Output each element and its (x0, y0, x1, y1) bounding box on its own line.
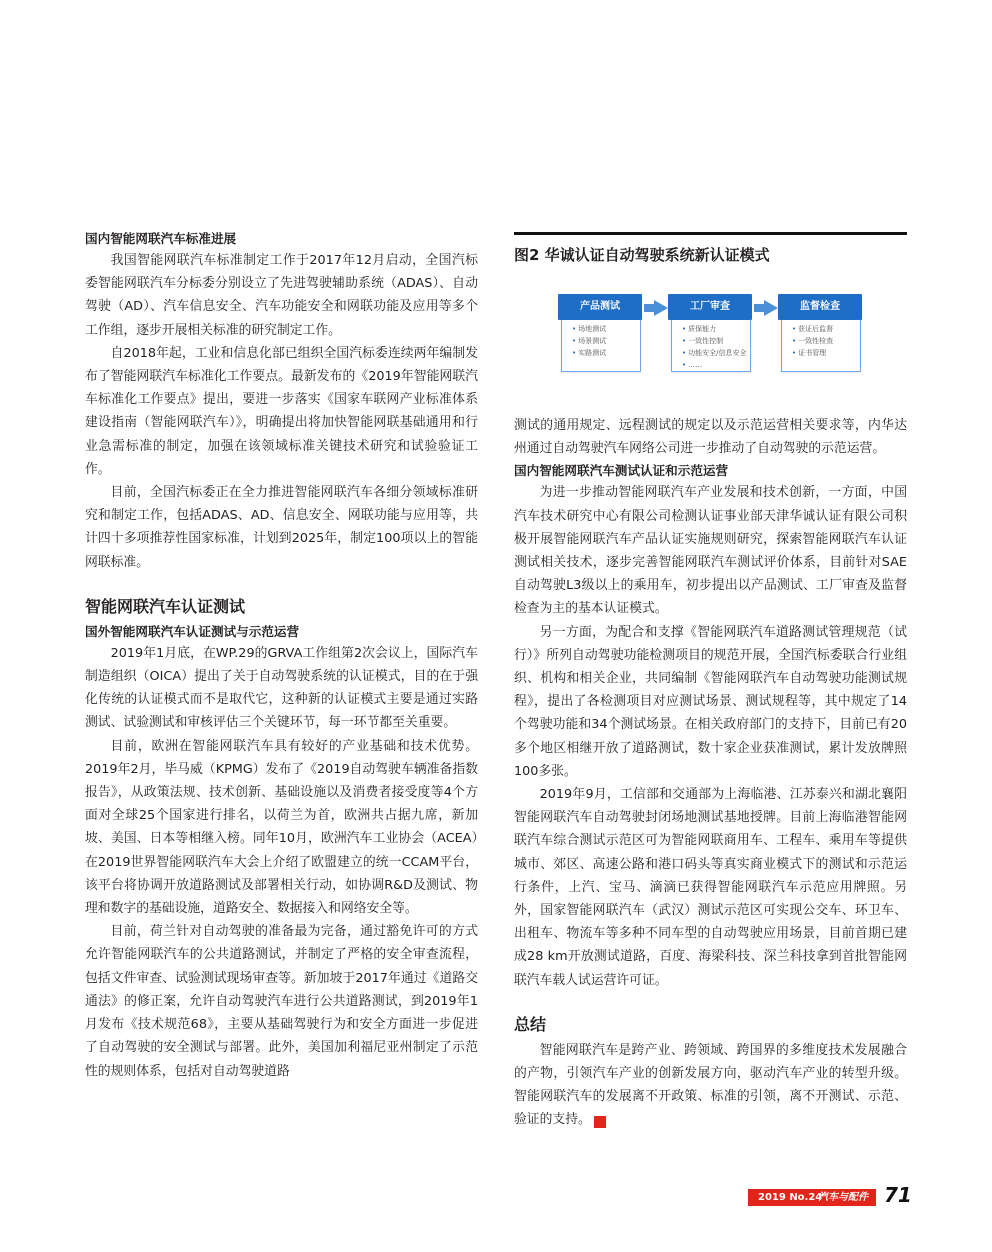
section-heading-summary: 总结 (514, 1014, 547, 1034)
stage-header: 工厂审查 (668, 294, 752, 320)
subheading-domestic-testing: 国内智能网联汽车测试认证和示范运营 (514, 463, 729, 479)
subheading-foreign-testing: 国外智能网联汽车认证测试与示范运营 (85, 623, 300, 639)
stage-items-box (671, 316, 751, 372)
figure-title: 图2 华诚认证自动驾驶系统新认证模式 (514, 246, 770, 264)
figure-2 (514, 232, 907, 369)
stage-product-testing (558, 294, 642, 357)
certification-flow-diagram (558, 294, 876, 412)
paragraph: 我国智能网联汽车标准制定工作于2017年12月启动，全国汽标委智能网联汽车分标委分别设立了先进驾驶辅助系统（ADAS）、自动驾驶（AD）、汽车信息安全、汽车功能安全和网联功能及应用等多个工作组，逐步开展相关标准的研究制定工作。 (85, 253, 478, 338)
stage-header: 监督检查 (778, 294, 862, 320)
stage-item: • 一致性控制 (682, 335, 750, 347)
paragraph: 为进一步推动智能网联汽车产业发展和技术创新，一方面，中国汽车技术研究中心有限公司检测认证事业部天津华诚认证有限公司积极开展智能网联汽车产品认证实施规则研究，探索智能网联汽车认证测试相关技术，逐步完善智能网联汽车测试评价体系，目前针对SAE自动驾驶L3级以上的乘用车，初步提出以产品测试、工厂审查及监督检查为主的基本认证模式。 (514, 485, 907, 617)
stage-items-box (561, 316, 641, 372)
right-column (514, 414, 907, 1132)
subheading-domestic-standards: 国内智能网联汽车标准进展 (85, 231, 237, 246)
paragraph: 目前，全国汽标委正在全力推进智能网联汽车各细分领域标准研究和制定工作，包括ADAS、AD、信息安全、网联功能与应用等，共计四十多项推荐性国家标准，计划到2025年，制定100项以上的智能网联标准。 (85, 485, 478, 570)
magazine-name: 汽车与配件 (818, 1192, 868, 1203)
stage-item: • 获证后监督 (792, 323, 860, 335)
issue-label: 2019 No.24 (758, 1192, 823, 1203)
paragraph: 自2018年起，工业和信息化部已组织全国汽标委连续两年编制发布了智能网联汽车标准化工作要点。最新发布的《2019年智能网联汽车标准化工作要点》提出，要进一步落实《国家车联网产业标准体系建设指南（智能网联汽车）》，明确提出将加快智能网联基础通用和行业急需标准的制定，加强在该领域标准关键技术研究和试验验证工作。 (85, 345, 478, 477)
paragraph: 目前，荷兰针对自动驾驶的准备最为完备，通过豁免许可的方式允许智能网联汽车的公共道路测试，并制定了严格的安全审查流程，包括文件审查、试验测试现场审查等。新加坡于2017年通过《道路交通法》的修正案，允许自动驾驶汽车进行公共道路测试，到2019年1月发布《技术规范68》，主要从基础驾驶行为和安全方面进一步促进了自动驾驶的安全测试与部署。此外，美国加利福尼亚州制定了示范性的规则体系，包括对自动驾驶道路 (85, 924, 478, 1079)
summary-text: 智能网联汽车是跨产业、跨领域、跨国界的多维度技术发展融合的产物，引领汽车产业的创新发展方向，驱动汽车产业的转型升级。智能网联汽车的发展离不开政策、标准的引领，离不开测试、示范、验证的支持。 (514, 1042, 907, 1128)
end-mark-icon: A (594, 1116, 606, 1128)
footer-badge (748, 1189, 876, 1206)
paragraph-continued: 测试的通用规定、远程测试的规定以及示范运营相关要求等，内华达州通过自动驾驶汽车网络公司进一步推动了自动驾驶的示范运营。 (514, 418, 907, 457)
flow-arrow-icon (764, 300, 778, 316)
flow-arrow-icon (654, 300, 668, 316)
stage-item: • 证书管理 (792, 347, 860, 359)
left-column (85, 228, 478, 1083)
stage-supervision (778, 294, 862, 357)
figure-top-rule (514, 232, 907, 235)
stage-items-box (781, 316, 861, 372)
stage-header: 产品测试 (558, 294, 642, 320)
stage-item: • 功能安全/信息安全 (682, 347, 750, 359)
stage-item: • 一致性检查 (792, 335, 860, 347)
stage-item: • 质保能力 (682, 323, 750, 335)
paragraph: 2019年9月，工信部和交通部为上海临港、江苏泰兴和湖北襄阳智能网联汽车自动驾驶封闭场地测试基地授牌。目前上海临港智能网联汽车综合测试示范区可为智能网联商用车、工程车、乘用车等提供城市、郊区、高速公路和港口码头等真实商业模式下的测试和示范运行条件，上汽、宝马、滴滴已获得智能网联汽车示范应用牌照。另外，国家智能网联汽车（武汉）测试示范区可实现公交车、环卫车、出租车、物流车等多种不同车型的自动驾驶应用场景，目前首期已建成28 km开放测试道路，百度、海梁科技、深兰科技拿到首批智能网联汽车载人试运营许可证。 (514, 787, 907, 988)
page-number: 71 (884, 1183, 912, 1207)
section-heading-certification: 智能网联汽车认证测试 (85, 596, 246, 616)
stage-item: • 实路测试 (572, 347, 640, 359)
paragraph: 另一方面，为配合和支撑《智能网联汽车道路测试管理规范（试行）》所列自动驾驶功能检测项目的规范开展，全国汽标委联合行业组织、机构和相关企业，共同编制《智能网联汽车自动驾驶功能测试规程》，提出了各检测项目对应测试场景、测试规程等，其中规定了14个驾驶功能和34个测试场景。在相关政府部门的支持下，目前已有20多个地区相继开放了道路测试，数十家企业获准测试，累计发放牌照100多张。 (514, 624, 907, 779)
stage-item: • …… (682, 359, 750, 371)
paragraph-summary (514, 1039, 907, 1132)
paragraph: 目前，欧洲在智能网联汽车具有较好的产业基础和技术优势。2019年2月，毕马威（KPMG）发布了《2019自动驾驶车辆准备指数报告》，从政策法规、技术创新、基础设施以及消费者接受度等4个方面对全球25个国家进行排名，以荷兰为首，欧洲共占据九席，新加坡、美国、日本等相继入榜。同年10月，欧洲汽车工业协会（ACEA）在2019世界智能网联汽车大会上介绍了欧盟建立的统一CCAM平台，该平台将协调开放道路测试及部署相关行动，如协调R&D及测试、物理和数字的基础设施，道路安全、数据接入和网络安全等。 (85, 738, 478, 917)
stage-item: • 场地测试 (572, 323, 640, 335)
paragraph: 2019年1月底，在WP.29的GRVA工作组第2次会议上，国际汽车制造组织（OICA）提出了关于自动驾驶系统的认证模式，目的在于强化传统的认证模式而不是取代它，这种新的认证模式主要是通过实路测试、试验测试和审核评估三个关键环节，每一环节都至关重要。 (85, 645, 478, 731)
stage-factory-audit (668, 294, 752, 369)
stage-item: • 场景测试 (572, 335, 640, 347)
